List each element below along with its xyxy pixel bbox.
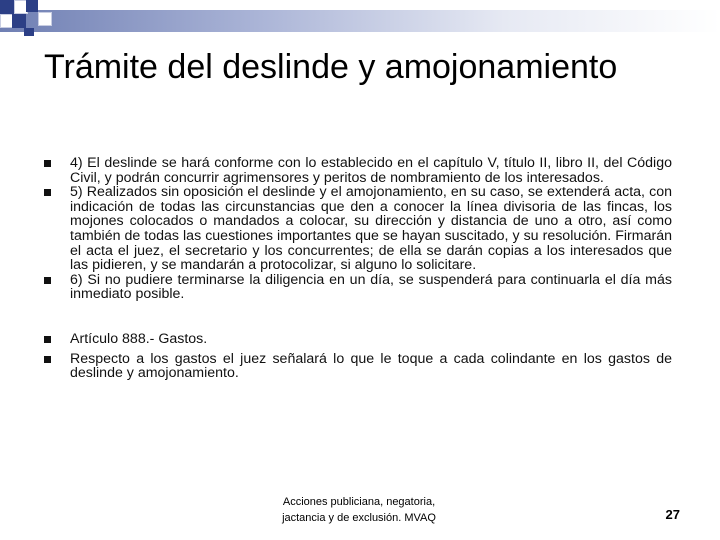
- square-bullet-icon: [44, 336, 51, 343]
- list-item: [44, 352, 672, 381]
- list-item: [44, 273, 672, 302]
- spacer: [44, 302, 672, 332]
- bullet-text: Artículo 888.- Gastos.: [70, 330, 208, 347]
- bullet-text: 4) El deslinde se hará conforme con lo establecido en el capítulo V, título II, libro II, del Código Civil, y podrán concurrir agrimensores y peritos de nombramiento de los interesados.: [70, 155, 672, 186]
- decor-square-1: [0, 0, 14, 14]
- slide-title: Trámite del deslinde y amojonamiento: [44, 48, 618, 86]
- square-bullet-icon: [44, 160, 51, 167]
- slide-body: [44, 156, 672, 381]
- bullet-text: 5) Realizados sin oposición el deslinde y el amojonamiento, en su caso, se extenderá acta, con indicación de todas las circunstancias que den a conocer la línea divisoria de las fincas, los mojones colocados o mandados a colocar, su dirección y distancia de uno a otro, así como también de todas las cuestiones importantes que se hayan suscitado, y su resolución. Firmarán el acta el juez, el secretario y los concurrentes; de ella se darán copias a los interesados que las pidieren, y se mandarán a protocolizar, si alguno lo solicitare.: [70, 184, 672, 274]
- list-item: [44, 185, 672, 273]
- decor-square-5: [12, 14, 26, 28]
- square-bullet-icon: [44, 277, 51, 284]
- bullet-text: Respecto a los gastos el juez señalará lo que le toque a cada colindante en los gastos de deslinde y amojonamiento.: [70, 350, 672, 382]
- slide-footer: [270, 494, 448, 526]
- square-bullet-icon: [44, 356, 51, 363]
- decor-square-6: [38, 12, 52, 26]
- bullet-text: 6) Si no pudiere terminarse la diligencia en un día, se suspenderá para continuarla el día más inmediato posible.: [70, 271, 672, 303]
- square-bullet-icon: [44, 189, 51, 196]
- decor-square-3: [26, 0, 38, 12]
- footer-line: jactancia y de exclusión. MVAQ: [282, 512, 436, 524]
- list-item: [44, 332, 672, 347]
- page-number: 27: [665, 507, 680, 522]
- footer-line: Acciones publiciana, negatoria,: [282, 496, 436, 508]
- header-band: [0, 10, 720, 32]
- list-item: [44, 156, 672, 185]
- decor-square-7: [24, 28, 34, 36]
